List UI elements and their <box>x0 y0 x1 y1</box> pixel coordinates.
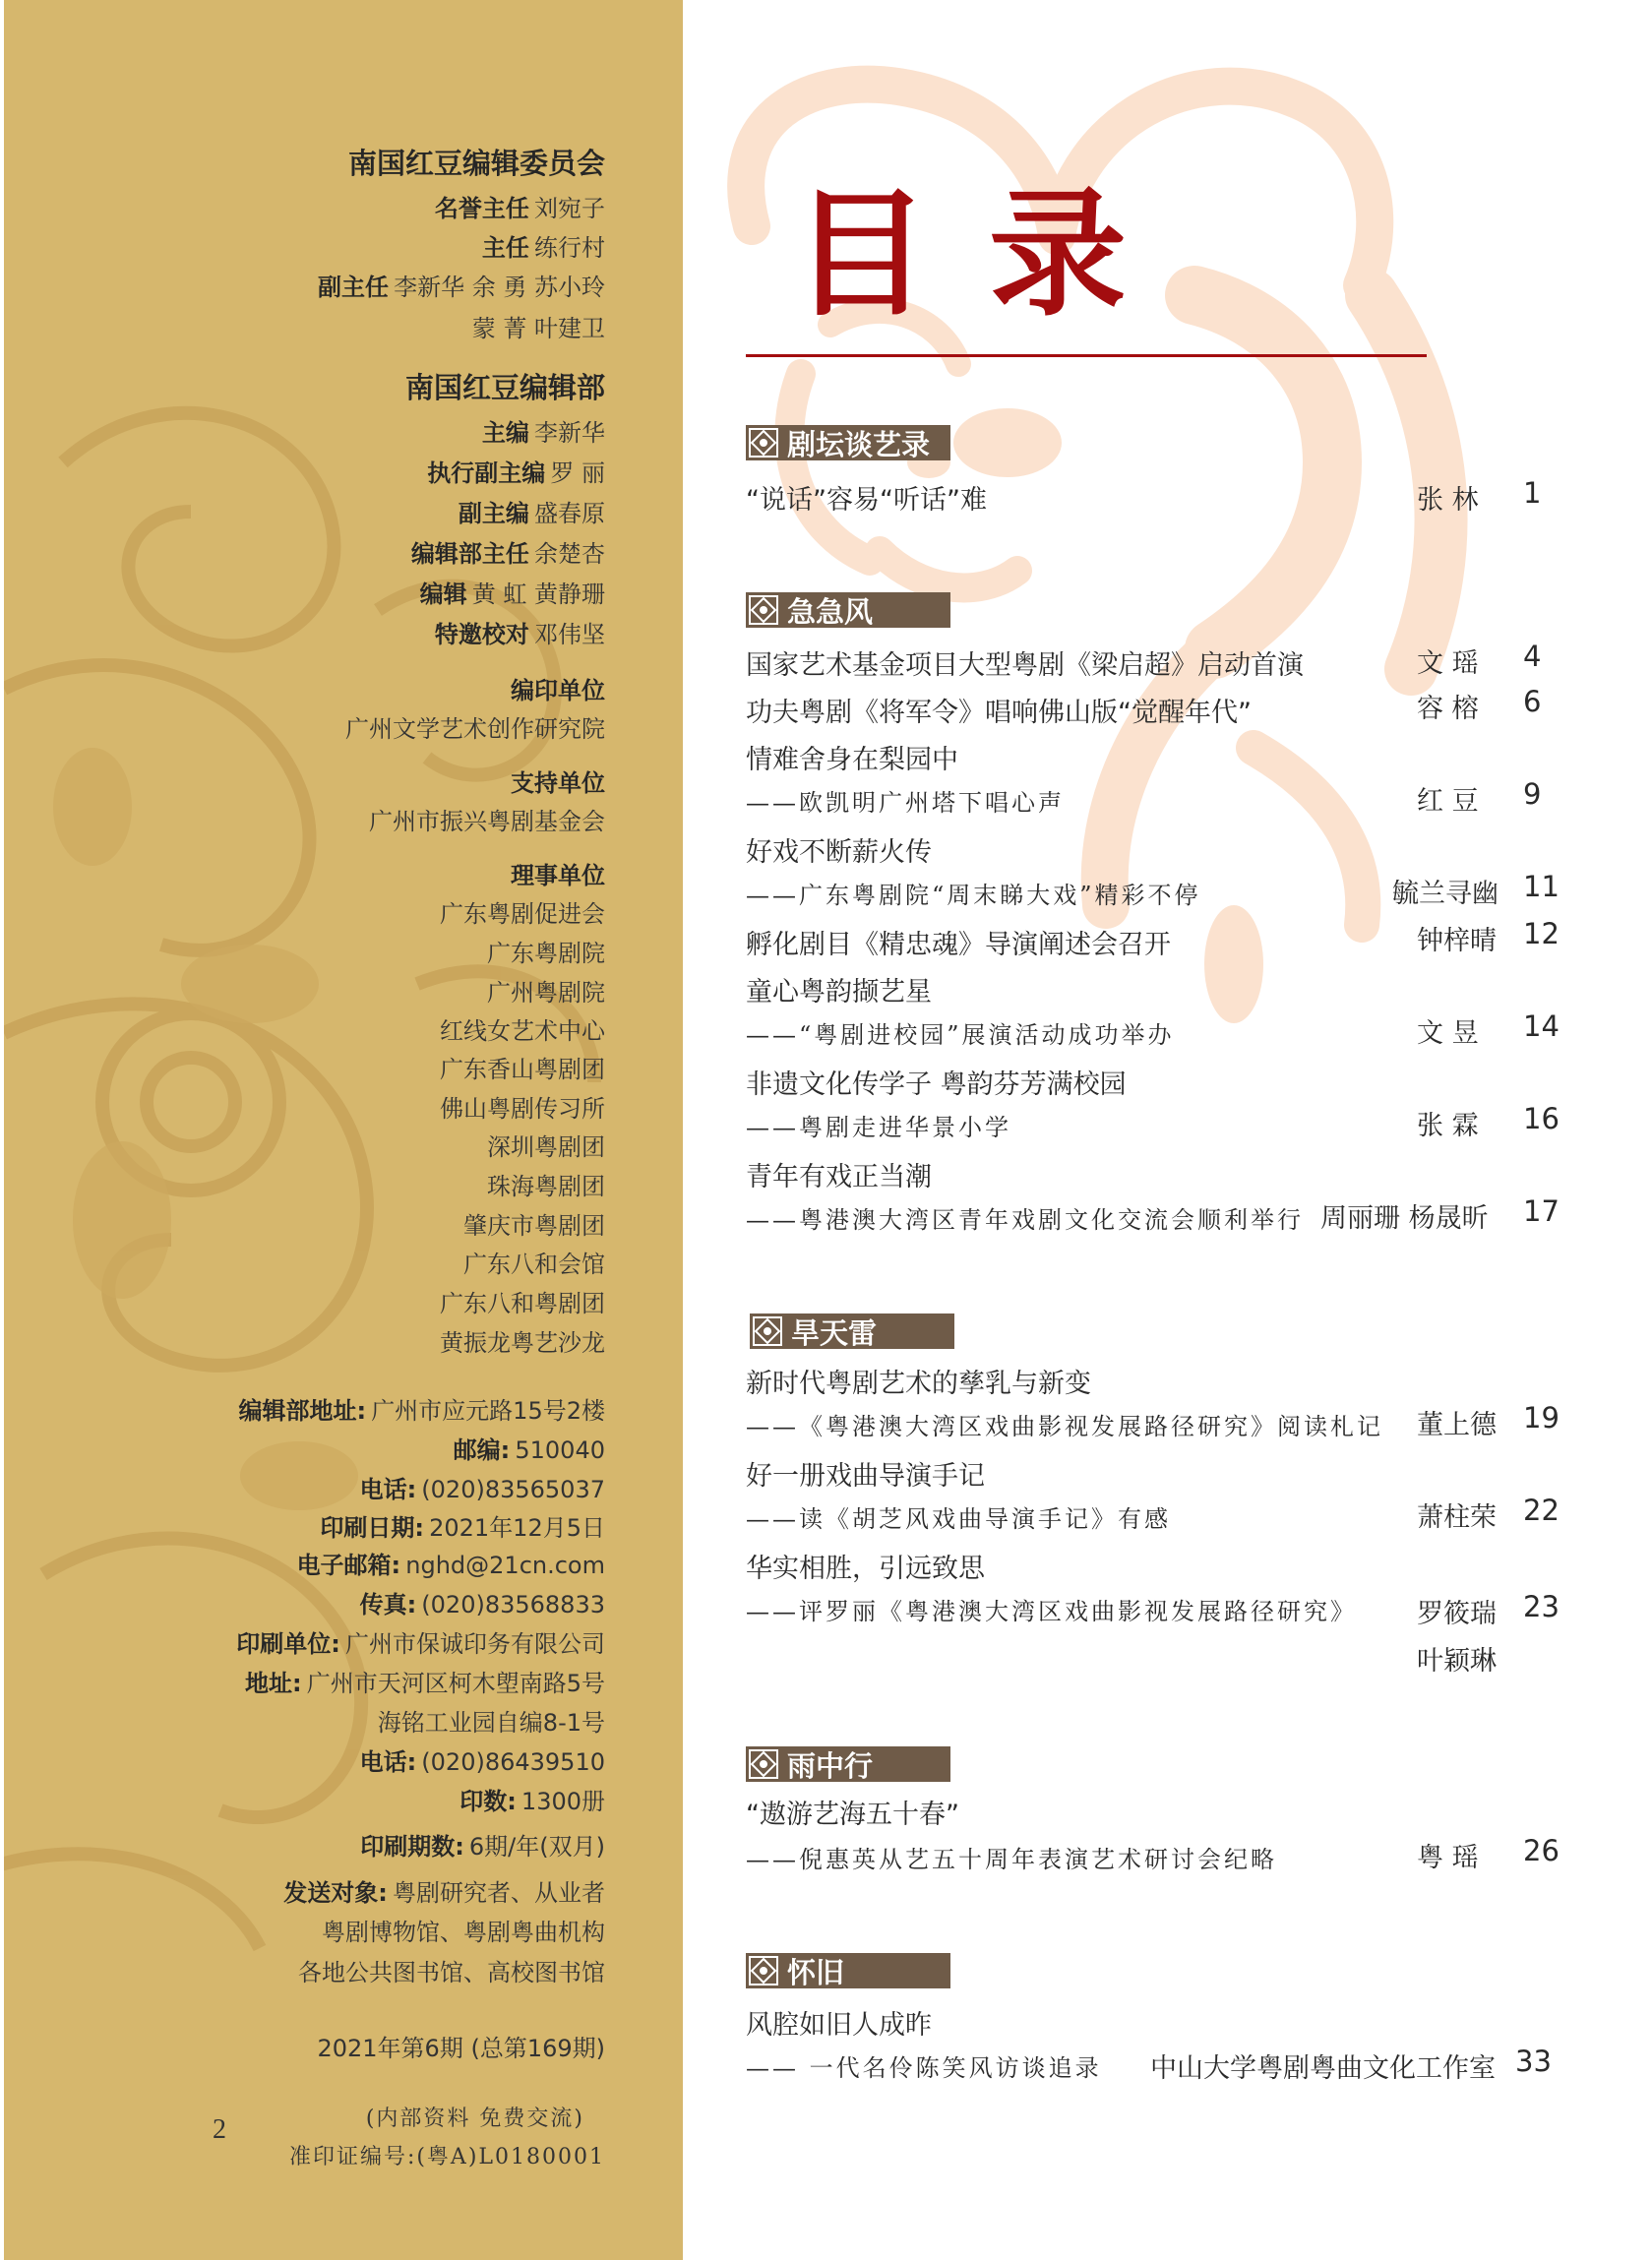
toc-entry-subtitle: ——粤剧走进华景小学 <box>746 1114 1011 1141</box>
printer-phone: (020)86439510 <box>421 1748 605 1776</box>
toc-entry-subtitle: ——评罗丽《粤港澳大湾区戏曲影视发展路径研究》 <box>746 1598 1357 1625</box>
editors-row <box>420 575 605 609</box>
toc-entry-page: 22 <box>1523 1494 1560 1527</box>
supporter-label: 支持单位 <box>511 769 605 797</box>
council-member: 广东粤剧院 <box>487 940 605 967</box>
editorial-address-label: 编辑部地址: <box>238 1397 367 1425</box>
printer-address-label: 地址: <box>245 1670 302 1697</box>
fax-label: 传真: <box>359 1591 417 1619</box>
section-header <box>746 1746 950 1782</box>
section-badge-icon <box>750 1313 785 1349</box>
toc-entry-author-2: 叶颖琳 <box>1417 1646 1497 1677</box>
printer-label: 印刷单位: <box>236 1630 340 1658</box>
toc-entry-subtitle: ——“粤剧进校园”展演活动成功举办 <box>746 1021 1175 1049</box>
section-name: 旱天雷 <box>785 1313 954 1349</box>
printer-address-2: 海铭工业园自编8-1号 <box>377 1709 605 1737</box>
postcode-row <box>454 1431 605 1465</box>
toc-entry-page: 4 <box>1523 640 1542 673</box>
copies-label: 印数: <box>459 1788 517 1815</box>
toc-entry-title[interactable]: 孵化剧目《精忠魂》导演阐述会召开 <box>746 930 1171 960</box>
phone-row <box>360 1470 605 1504</box>
honorary-director-name: 刘宛子 <box>534 195 605 222</box>
toc-entry-page: 6 <box>1523 685 1542 718</box>
print-date-row <box>320 1508 605 1543</box>
period-label: 印刷期数: <box>360 1833 464 1861</box>
deputy-editor-row <box>459 494 605 528</box>
toc-entry-subtitle: ——粤港澳大湾区青年戏剧文化交流会顺利举行 <box>746 1206 1304 1234</box>
toc-entry-page: 16 <box>1523 1102 1560 1135</box>
toc-entry-subtitle: ——倪惠英从艺五十周年表演艺术研讨会纪略 <box>746 1846 1277 1873</box>
email-label: 电子邮箱: <box>296 1552 401 1579</box>
toc-entry-author: 中山大学粤剧粤曲文化工作室 <box>1150 2053 1496 2084</box>
council-label: 理事单位 <box>511 862 605 889</box>
toc-entry-title[interactable]: 功夫粤剧《将军令》唱响佛山版“觉醒年代” <box>746 698 1252 728</box>
proofreader-row <box>435 615 605 649</box>
editors-label: 编辑 <box>419 580 467 608</box>
printer-address: 广州市天河区柯木塱南路5号 <box>306 1670 605 1697</box>
period: 6期/年(双月) <box>468 1833 605 1861</box>
toc-entry-author: 张 霖 <box>1417 1111 1479 1141</box>
toc-entry-author: 文 昱 <box>1417 1018 1479 1049</box>
period-row <box>360 1827 605 1862</box>
printer-row <box>236 1624 605 1659</box>
editors-names: 黄 虹 黄静珊 <box>471 580 605 608</box>
toc-entry-page: 26 <box>1523 1834 1560 1867</box>
council-member: 红线女艺术中心 <box>440 1017 605 1045</box>
toc-entry-subtitle: ——《粤港澳大湾区戏曲影视发展路径研究》阅读札记 <box>746 1413 1383 1440</box>
proofreader-name: 邓伟坚 <box>534 621 605 648</box>
toc-entry-page: 9 <box>1523 777 1542 811</box>
supporter-value: 广州市振兴粤剧基金会 <box>369 808 605 835</box>
toc-entry-title[interactable]: 情难舍身在梨园中 <box>746 745 958 775</box>
email-row <box>297 1546 605 1580</box>
deputy-editor-label: 副主编 <box>458 500 529 527</box>
printer: 广州市保诚印务有限公司 <box>345 1630 605 1658</box>
toc-entry-page: 19 <box>1523 1401 1560 1435</box>
toc-entry-page: 11 <box>1523 870 1560 903</box>
honorary-director-label: 名誉主任 <box>434 195 529 222</box>
chief-editor-label: 主编 <box>481 419 529 447</box>
toc-entry-subtitle: ——欧凯明广州塔下唱心声 <box>746 789 1065 817</box>
toc-entry-author: 张 林 <box>1417 485 1479 516</box>
council-member: 广东香山粤剧团 <box>440 1056 605 1083</box>
compiler-value: 广州文学艺术创作研究院 <box>345 715 605 743</box>
toc-entry-page: 17 <box>1523 1194 1560 1228</box>
print-date: 2021年12月5日 <box>429 1514 605 1542</box>
fax-row <box>360 1585 605 1619</box>
distribution: 粤剧研究者、从业者 <box>393 1879 605 1907</box>
copies-row <box>459 1782 605 1816</box>
print-date-label: 印刷日期: <box>320 1514 425 1542</box>
toc-entry-author: 罗筱瑞 <box>1417 1599 1497 1629</box>
director-row <box>482 228 605 263</box>
internal-note: (内部资料 免费交流) <box>365 2107 584 2131</box>
proofreader-label: 特邀校对 <box>434 621 529 648</box>
section-badge-icon <box>746 1746 781 1782</box>
printer-phone-row <box>360 1742 605 1777</box>
director-label: 主任 <box>481 234 529 262</box>
director-name: 练行村 <box>534 234 605 262</box>
toc-entry-author: 红 豆 <box>1417 786 1479 817</box>
office-director-row <box>411 534 605 569</box>
council-member: 深圳粤剧团 <box>487 1133 605 1161</box>
deputy-editor-name: 盛春原 <box>534 500 605 527</box>
chief-editor-row <box>482 413 605 448</box>
council-member: 黄振龙粤艺沙龙 <box>440 1329 605 1357</box>
distribution-row <box>283 1873 605 1908</box>
toc-entry-page: 12 <box>1523 917 1560 950</box>
council-member: 广州粤剧院 <box>487 979 605 1007</box>
toc-entry-title[interactable]: “说话”容易“听话”难 <box>746 485 987 516</box>
toc-entry-subtitle: —— 一代名伶陈笑风访谈追录 <box>746 2054 1102 2082</box>
vice-director-names: 李新华 余 勇 苏小玲 <box>394 274 605 301</box>
chief-editor-name: 李新华 <box>534 419 605 447</box>
toc-entry-title[interactable]: 童心粤韵撷艺星 <box>746 977 932 1008</box>
toc-entry-title[interactable]: 好戏不断薪火传 <box>746 837 932 868</box>
toc-entry-title[interactable]: 好一册戏曲导演手记 <box>746 1461 985 1492</box>
copies: 1300册 <box>520 1788 605 1815</box>
toc-entry-page: 23 <box>1523 1590 1560 1623</box>
fax: (020)83568833 <box>421 1591 605 1619</box>
toc-entry-author: 钟梓晴 <box>1417 926 1497 956</box>
toc-entry-subtitle: ——广东粤剧院“周末睇大戏”精彩不停 <box>746 882 1201 909</box>
section-header <box>746 592 950 628</box>
distribution-label: 发送对象: <box>283 1879 388 1907</box>
council-member: 珠海粤剧团 <box>487 1173 605 1200</box>
toc-entry-title[interactable]: 国家艺术基金项目大型粤剧《梁启超》启动首演 <box>746 650 1304 681</box>
editorial-dept-title: 南国红豆编辑部 <box>404 371 605 404</box>
vice-director-label: 副主任 <box>318 274 390 301</box>
council-member: 广东八和粤剧团 <box>440 1290 605 1317</box>
issue-info: 2021年第6期 (总第169期) <box>317 2035 605 2062</box>
council-member: 佛山粤剧传习所 <box>440 1095 605 1123</box>
compiler-label: 编印单位 <box>511 677 605 704</box>
phone: (020)83565037 <box>421 1476 605 1503</box>
toc-entry-title[interactable]: “遨游艺海五十春” <box>746 1800 959 1830</box>
postcode-label: 邮编: <box>453 1436 511 1464</box>
toc-title: 目录 <box>792 175 1187 336</box>
committee-title: 南国红豆编辑委员会 <box>347 147 605 180</box>
email: nghd@21cn.com <box>405 1552 605 1579</box>
toc-entry-page: 33 <box>1515 2045 1552 2078</box>
left-panel <box>4 0 683 2260</box>
printer-phone-label: 电话: <box>359 1748 417 1776</box>
vice-director-row <box>318 268 605 302</box>
distribution-2: 粤剧博物馆、粤剧粤曲机构 <box>322 1919 605 1946</box>
section-name: 雨中行 <box>781 1746 950 1782</box>
toc-entry-title[interactable]: 非遗文化传学子 粤韵芬芳满校园 <box>746 1069 1127 1100</box>
section-header <box>750 1313 954 1349</box>
toc-entry-author: 容 榕 <box>1417 694 1479 724</box>
toc-entry-author: 萧柱荣 <box>1417 1502 1497 1533</box>
phone-label: 电话: <box>359 1476 417 1503</box>
title-rule <box>746 354 1427 357</box>
section-name: 剧坛谈艺录 <box>781 425 950 460</box>
council-member: 广东粤剧促进会 <box>440 900 605 928</box>
office-director-label: 编辑部主任 <box>410 540 529 568</box>
toc-entry-author: 毓兰寻幽 <box>1392 879 1499 909</box>
toc-entry-author: 周丽珊 杨晟昕 <box>1320 1203 1489 1234</box>
toc-entry-author: 董上德 <box>1417 1410 1497 1440</box>
toc-entry-author: 文 瑶 <box>1417 648 1479 679</box>
vice-director-names-2: 蒙 菁 叶建卫 <box>471 315 605 342</box>
section-badge-icon <box>746 425 781 460</box>
section-badge-icon <box>746 592 781 628</box>
exec-editor-row <box>427 454 605 488</box>
toc-entry-title[interactable]: 华实相胜，引远致思 <box>746 1554 985 1584</box>
permit-number: 准印证编号:(粤A)L0180001 <box>288 2145 605 2169</box>
section-name: 急急风 <box>781 592 950 628</box>
toc-entry-title[interactable]: 青年有戏正当潮 <box>746 1162 932 1192</box>
exec-editor-name: 罗 丽 <box>550 459 605 487</box>
council-member: 肇庆市粤剧团 <box>463 1212 605 1240</box>
honorary-director-row <box>435 189 605 223</box>
toc-entry-subtitle: ——读《胡芝风戏曲导演手记》有感 <box>746 1505 1171 1533</box>
office-director-name: 余楚杏 <box>534 540 605 568</box>
editorial-address: 广州市应元路15号2楼 <box>371 1397 605 1425</box>
toc-entry-title[interactable]: 风腔如旧人成昨 <box>746 2010 932 2041</box>
toc-entry-page: 14 <box>1523 1009 1560 1043</box>
distribution-3: 各地公共图书馆、高校图书馆 <box>298 1959 605 1986</box>
page-number: 2 <box>213 2114 226 2145</box>
toc-entry-title[interactable]: 新时代粤剧艺术的孳乳与新变 <box>746 1369 1091 1399</box>
editorial-address-row <box>238 1391 605 1426</box>
exec-editor-label: 执行副主编 <box>427 459 546 487</box>
toc-entry-author: 粤 瑶 <box>1417 1843 1479 1873</box>
section-header <box>746 1953 950 1988</box>
printer-address-row <box>245 1664 605 1698</box>
section-badge-icon <box>746 1953 781 1988</box>
section-header <box>746 425 950 460</box>
council-member: 广东八和会馆 <box>463 1251 605 1278</box>
postcode: 510040 <box>515 1436 605 1464</box>
toc-entry-page: 1 <box>1523 476 1542 510</box>
section-name: 怀旧 <box>781 1953 950 1988</box>
